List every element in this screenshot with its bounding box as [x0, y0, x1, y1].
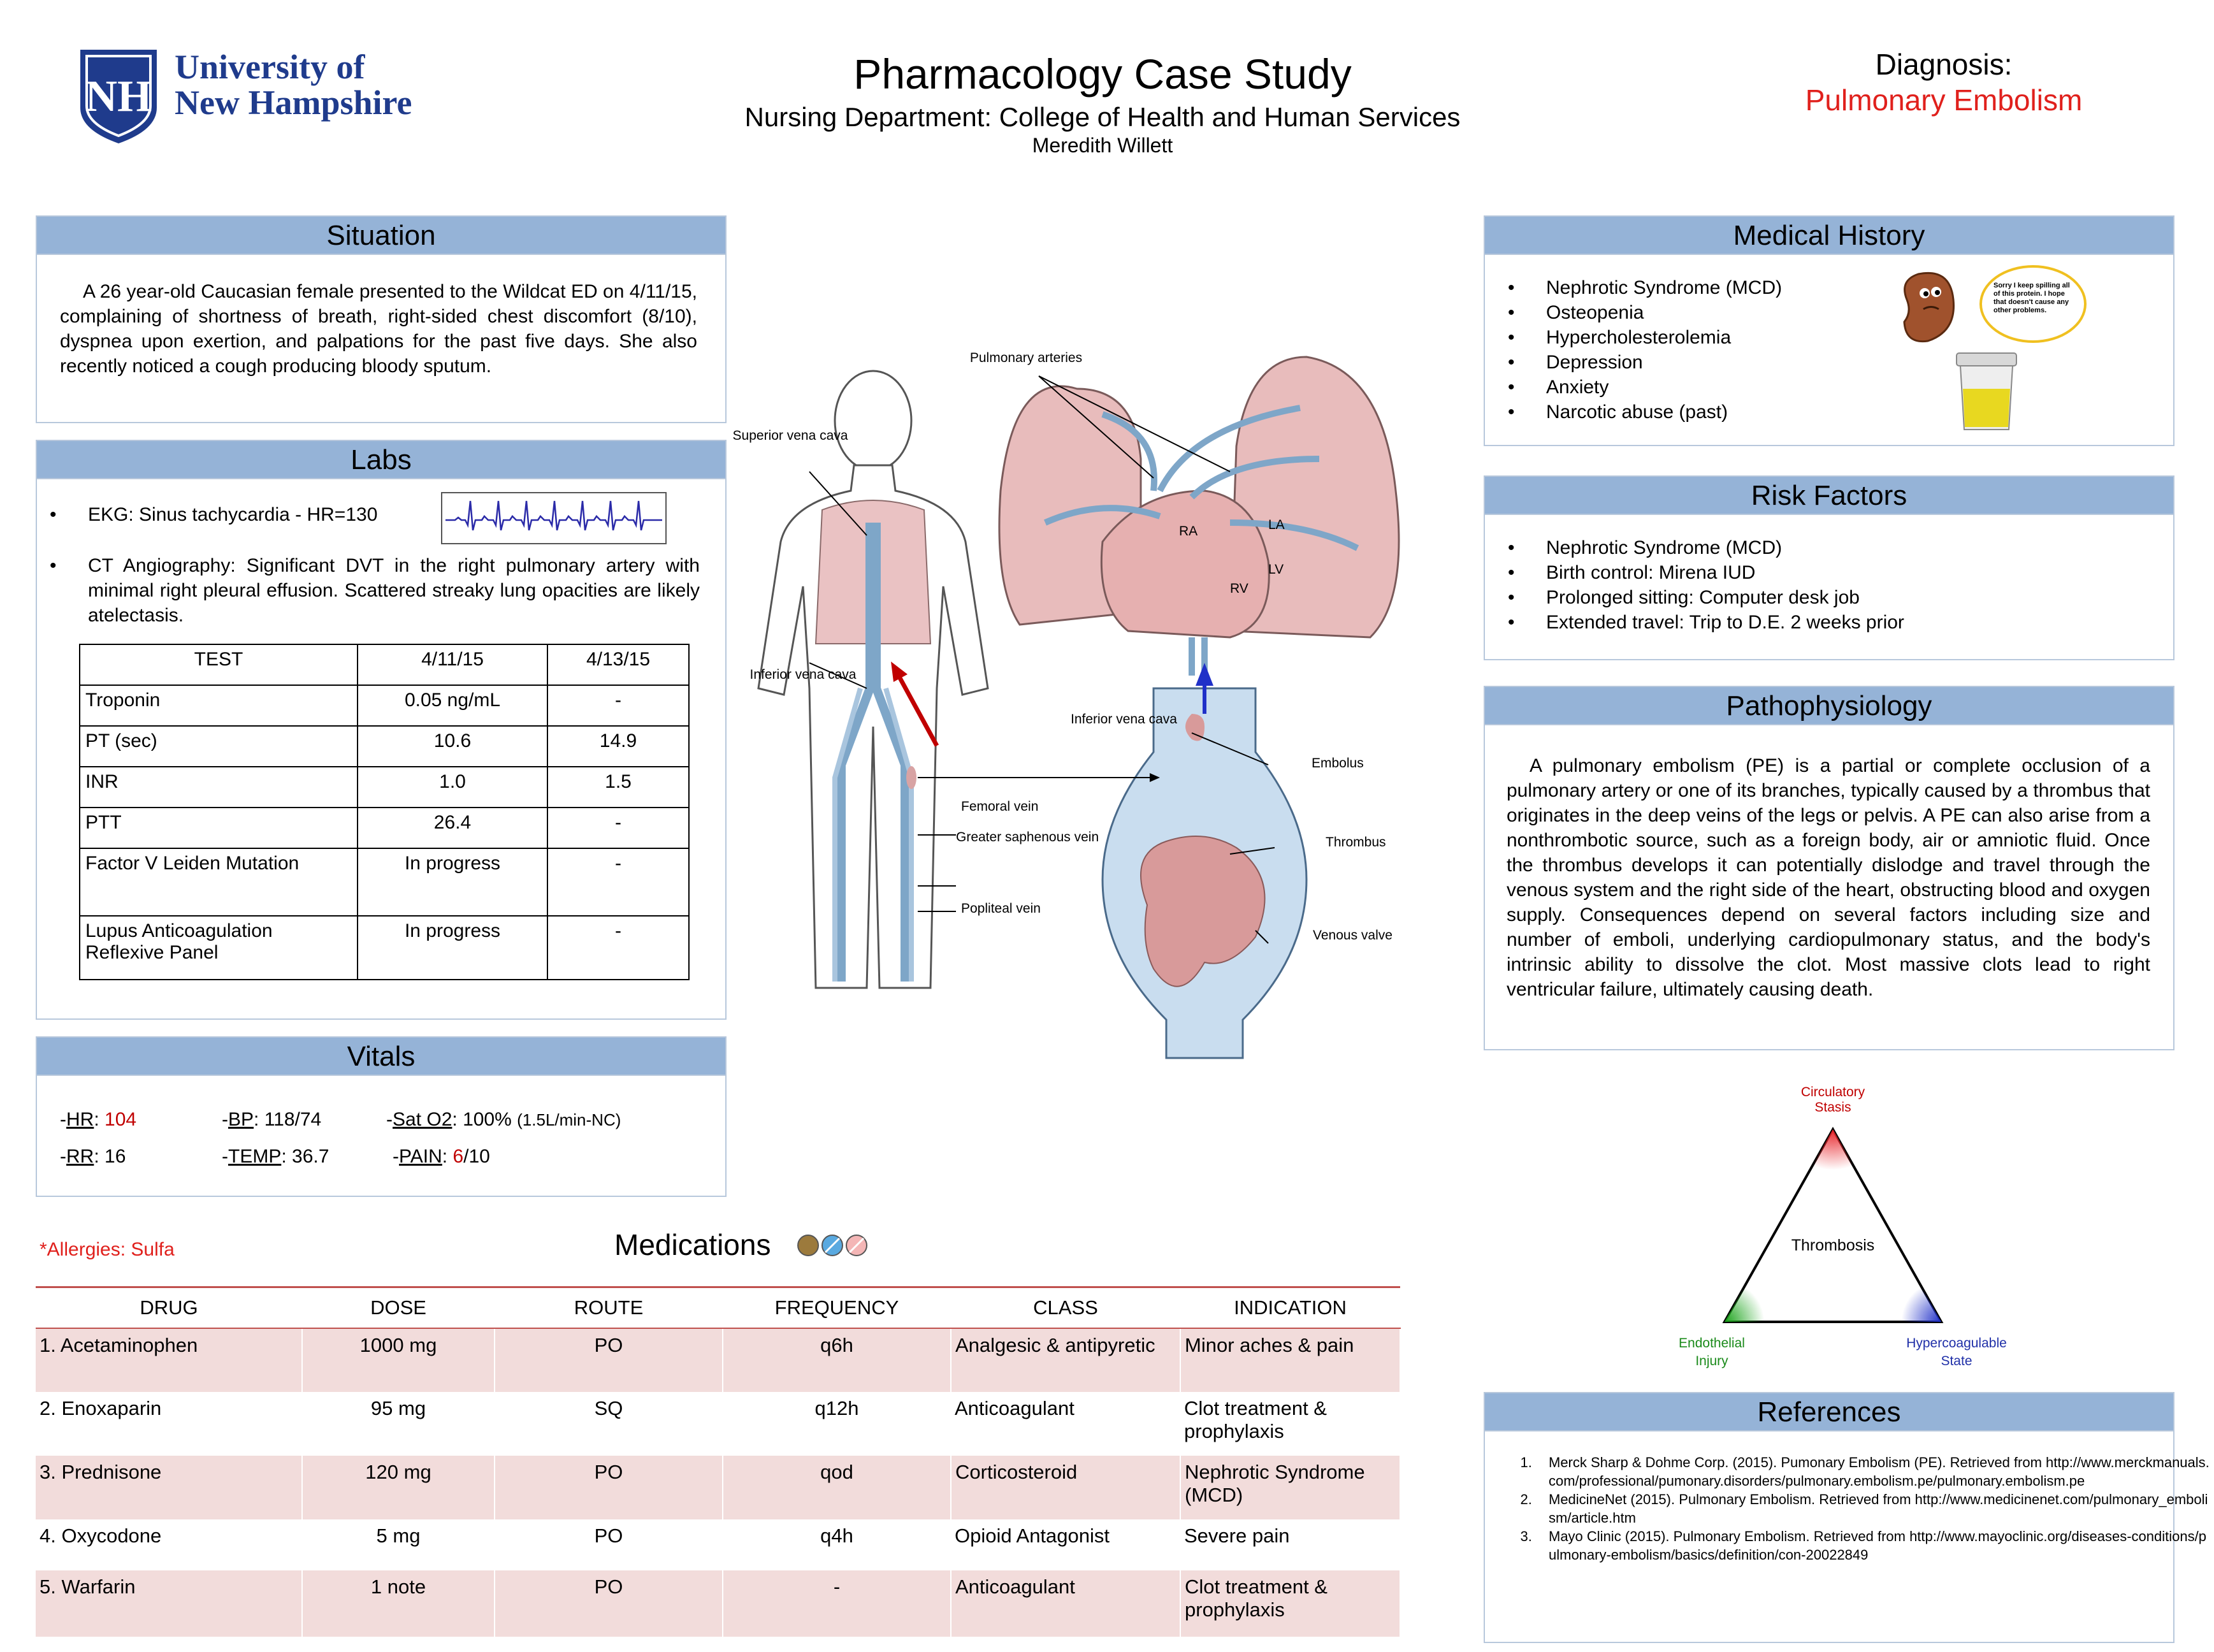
label-femoral-vein: Femoral vein [961, 799, 1039, 814]
meds-cell: PO [495, 1456, 723, 1519]
meds-col-drug: DRUG [36, 1287, 302, 1329]
meds-cell: Nephrotic Syndrome (MCD) [1180, 1456, 1400, 1519]
labs-cell: In progress [358, 916, 547, 980]
list-item: • Prolonged sitting: Computer desk job [1495, 585, 2158, 610]
list-item: • Nephrotic Syndrome (MCD) [1495, 535, 2158, 560]
meds-col-frequency: FREQUENCY [723, 1287, 951, 1329]
vital-rr: -RR: 16 [60, 1146, 126, 1167]
meds-col-class: CLASS [951, 1287, 1180, 1329]
meds-row [36, 1456, 1400, 1519]
labs-heading: Labs [37, 441, 725, 479]
meds-cell: 5 mg [376, 1525, 421, 1547]
meds-cell: Clot treatment & prophylaxis [1180, 1570, 1400, 1637]
label-inferior-vena-cava-left: Inferior vena cava [749, 667, 857, 682]
meds-cell: Corticosteroid [951, 1456, 1180, 1519]
vital-bp-label: BP [228, 1109, 254, 1130]
references-list [1485, 1453, 2214, 1564]
meds-row [36, 1519, 1400, 1570]
triad-top-line2: Stasis [1814, 1100, 1851, 1115]
meds-cell: q6h [723, 1328, 951, 1392]
vital-pain-label: PAIN [399, 1146, 442, 1167]
meds-cell: 3. Prednisone [36, 1456, 302, 1519]
ekg-strip [441, 492, 667, 544]
list-item: • Nephrotic Syndrome (MCD) [1495, 275, 1903, 300]
label-inferior-vena-cava-center: Inferior vena cava [1071, 712, 1177, 727]
meds-cell: SQ [594, 1397, 623, 1419]
pathophysiology-panel [1484, 686, 2174, 1050]
vitals-heading: Vitals [37, 1038, 725, 1076]
list-item: • Extended travel: Trip to D.E. 2 weeks prior [1495, 610, 2158, 635]
vital-pain-suffix: /10 [463, 1146, 490, 1167]
labs-cell: Factor V Leiden Mutation [80, 848, 358, 916]
meds-cell: - [723, 1570, 951, 1637]
meds-col-indication: INDICATION [1180, 1287, 1400, 1329]
meds-cell: q12h [814, 1397, 859, 1419]
meds-cell: Anticoagulant [955, 1397, 1074, 1419]
triad-left-line2: Injury [1695, 1354, 1728, 1368]
references-panel [1484, 1392, 2210, 1643]
meds-row [36, 1392, 1400, 1456]
vital-bp-value: 118/74 [264, 1109, 322, 1130]
meds-row [36, 1570, 1400, 1637]
labs-table-header [80, 644, 689, 685]
list-item: • Hypercholesterolemia [1495, 325, 1903, 350]
vital-sat-note: (1.5L/min-NC) [517, 1110, 621, 1129]
triad-top-line1: Circulatory [1800, 1085, 1865, 1099]
meds-cell: PO [495, 1570, 723, 1637]
meds-cell: Anticoagulant [951, 1570, 1180, 1637]
labs-row [80, 726, 689, 767]
meds-cell: 120 mg [302, 1456, 495, 1519]
labs-row [80, 767, 689, 808]
meds-cell: qod [723, 1456, 951, 1519]
meds-cell: Severe pain [1184, 1525, 1290, 1547]
labs-cell: - [547, 848, 689, 916]
references-heading: References [1485, 1393, 2173, 1431]
reference-item: 3. Mayo Clinic (2015). Pulmonary Embolism. Retrieved from http://www.mayoclinic.org/diseases-conditions/pulmonary-embolism/basics/definition/con-20022849 [1536, 1527, 2214, 1564]
pe-anatomy-diagram [732, 331, 1447, 1058]
meds-cell: 4. Oxycodone [40, 1525, 162, 1547]
label-ra: RA [1179, 524, 1198, 539]
risk-factors-panel [1484, 475, 2174, 660]
labs-row [80, 848, 689, 916]
labs-row [80, 685, 689, 726]
unh-logo [78, 47, 460, 149]
labs-row [80, 916, 689, 980]
vital-temp-label: TEMP [228, 1146, 282, 1167]
situation-heading: Situation [37, 217, 725, 255]
labs-col-date2: 4/13/15 [547, 644, 689, 685]
logo-line-1: University of [175, 48, 365, 86]
pills-icon [795, 1230, 878, 1261]
labs-cell: 0.05 ng/mL [358, 685, 547, 726]
meds-cell: Minor aches & pain [1180, 1328, 1400, 1392]
label-popliteal-vein: Popliteal vein [961, 901, 1041, 916]
label-superior-vena-cava: Superior vena cava [732, 428, 848, 443]
labs-table [79, 644, 690, 980]
meds-cell: Clot treatment & prophylaxis [1184, 1397, 1327, 1442]
vital-pain-value: 6 [452, 1146, 464, 1167]
medications-heading: Medications [614, 1228, 771, 1261]
medical-history-list [1495, 275, 1903, 424]
page-title: Pharmacology Case Study [853, 50, 1352, 98]
list-item: • Osteopenia [1495, 300, 1903, 325]
labs-cell: 1.5 [547, 767, 689, 808]
meds-col-dose: DOSE [302, 1287, 495, 1329]
logo-mark: NH [85, 72, 152, 121]
triad-right-line1: Hypercoagulable [1906, 1336, 2007, 1351]
meds-cell: 5. Warfarin [36, 1570, 302, 1637]
triad-center: Thrombosis [1791, 1236, 1875, 1254]
label-greater-saphenous-vein: Greater saphenous vein [956, 830, 1099, 844]
labs-cell: 14.9 [547, 726, 689, 767]
risk-factors-heading: Risk Factors [1485, 477, 2173, 515]
meds-col-route: ROUTE [495, 1287, 723, 1329]
vital-pain: -PAIN: 6/10 [393, 1146, 490, 1167]
labs-cell: PT (sec) [80, 726, 358, 767]
labs-ct: • CT Angiography: Significant DVT in the right pulmonary artery with minimal right pleural effusion. Scattered streaky lung opacities are likely atelectasis. [37, 553, 700, 628]
medical-history-heading: Medical History [1485, 217, 2173, 255]
vital-hr: -HR: 104 [60, 1109, 137, 1130]
vital-temp-value: 36.7 [292, 1146, 329, 1167]
meds-cell: PO [495, 1328, 723, 1392]
labs-ekg: • EKG: Sinus tachycardia - HR=130 [37, 502, 700, 527]
reference-item: 1. Merck Sharp & Dohme Corp. (2015). Pumonary Embolism (PE). Retrieved from http://www.merckmanuals.com/professional/pumonary.disorders/pulmonary.embolism.pe/pulmonary.embolism.pe [1536, 1453, 2214, 1490]
meds-row [36, 1328, 1400, 1392]
diagnosis-label: Diagnosis: [1875, 48, 2013, 81]
speech-bubble-text: Sorry I keep spilling all of this protein. I hope that doesn't cause any other problems. [1993, 282, 2070, 314]
labs-cell: Troponin [80, 685, 358, 726]
meds-cell: Opioid Antagonist [955, 1525, 1110, 1547]
label-venous-valve: Venous valve [1313, 928, 1393, 943]
triad-left-line1: Endothelial [1679, 1336, 1745, 1351]
list-item: • Birth control: Mirena IUD [1495, 560, 2158, 585]
labs-cell: 26.4 [358, 808, 547, 848]
medical-history-panel [1484, 215, 2174, 446]
labs-cell: 10.6 [358, 726, 547, 767]
reference-item: 2. MedicineNet (2015). Pulmonary Embolism. Retrieved from http://www.medicinenet.com/pulmonary_embolism/article.htm [1536, 1490, 2214, 1527]
labs-cell: - [547, 916, 689, 980]
label-thrombus: Thrombus [1326, 835, 1386, 850]
meds-cell: q4h [820, 1525, 853, 1547]
labs-cell: - [547, 808, 689, 848]
author: Meredith Willett [1032, 134, 1173, 157]
kidney-cartoon-icon [1893, 261, 1963, 351]
labs-cell: PTT [80, 808, 358, 848]
situation-text: A 26 year-old Caucasian female presented to the Wildcat ED on 4/11/15, complaining of shortness of breath, right-sided chest discomfort (8/10), dyspnea upon exertion, and palpations for the past five days. She also recently noticed a cough producing bloody sputum. [60, 281, 697, 377]
vital-sat-label: Sat O2 [393, 1109, 452, 1130]
vitals-panel [36, 1036, 727, 1197]
label-pulmonary-arteries-1: Pulmonary arteries [969, 351, 1083, 365]
diagnosis-value: Pulmonary Embolism [1805, 83, 2083, 117]
label-la: LA [1268, 518, 1285, 532]
meds-cell: PO [594, 1525, 623, 1547]
pathophysiology-heading: Pathophysiology [1485, 687, 2173, 725]
label-lv: LV [1268, 562, 1284, 577]
unh-shield-icon [78, 47, 159, 146]
meds-cell: 2. Enoxaparin [40, 1397, 162, 1419]
vital-hr-value: 104 [105, 1109, 137, 1130]
meds-header-row [36, 1287, 1400, 1329]
labs-cell: Lupus Anticoagulation Reflexive Panel [80, 916, 358, 980]
meds-cell: 1000 mg [302, 1328, 495, 1392]
triad-right-line2: State [1941, 1354, 1972, 1368]
meds-cell: 1 note [302, 1570, 495, 1637]
situation-panel [36, 215, 727, 423]
speech-bubble [1979, 265, 2087, 343]
meds-cell: 1. Acetaminophen [36, 1328, 302, 1392]
medications-table [36, 1286, 1401, 1637]
labs-cell: - [547, 685, 689, 726]
vital-bp: -BP: 118/74 [222, 1109, 322, 1130]
urine-cup-icon [1951, 351, 2022, 433]
virchow-triad-diagram [1638, 1077, 2033, 1370]
labs-col-date1: 4/11/15 [358, 644, 547, 685]
label-embolus: Embolus [1312, 756, 1364, 771]
vital-sat-value: 100% [463, 1109, 512, 1130]
labs-panel [36, 440, 727, 1020]
logo-line-2: New Hampshire [175, 83, 412, 122]
list-item: • Anxiety [1495, 375, 1903, 400]
labs-col-test: TEST [80, 644, 358, 685]
list-item: • Depression [1495, 350, 1903, 375]
risk-factors-list [1495, 535, 2158, 635]
vital-rr-value: 16 [105, 1146, 126, 1167]
vital-hr-label: HR [66, 1109, 94, 1130]
labs-cell: INR [80, 767, 358, 808]
pathophysiology-text: A pulmonary embolism (PE) is a partial or complete occlusion of a pulmonary artery or one of its branches, typically caused by a thrombus that originates in the deep veins of the legs or pelvis. A PE can also arise from a nonthrombotic source, such as a foreign body, air or amniotic fluid. Once the thrombus develops it can potentially dislodge and travel through the venous system and the right side of the heart, obstructing blood and oxygen supply. Consequences depend on several factors including size and number of emboli, underlying cardiopulmonary status, and the body's intrinsic ability to dissolve the clot. Most massive clots lead to right ventricular failure, ultimately causing death. [1507, 755, 2150, 1000]
labs-cell: 1.0 [358, 767, 547, 808]
labs-row [80, 808, 689, 848]
vital-sat: -Sat O2: 100% (1.5L/min-NC) [386, 1109, 621, 1130]
vital-temp: -TEMP: 36.7 [222, 1146, 329, 1167]
meds-cell: Analgesic & antipyretic [951, 1328, 1180, 1392]
list-item: • Narcotic abuse (past) [1495, 400, 1903, 424]
meds-cell: 95 mg [370, 1397, 426, 1419]
labs-list-2 [37, 553, 700, 628]
vital-rr-label: RR [66, 1146, 94, 1167]
allergies: *Allergies: Sulfa [40, 1239, 175, 1260]
label-rv: RV [1230, 581, 1248, 596]
lungs-illustration [999, 357, 1399, 676]
labs-cell: In progress [358, 848, 547, 916]
page-subtitle: Nursing Department: College of Health and Human Services [744, 102, 1461, 132]
